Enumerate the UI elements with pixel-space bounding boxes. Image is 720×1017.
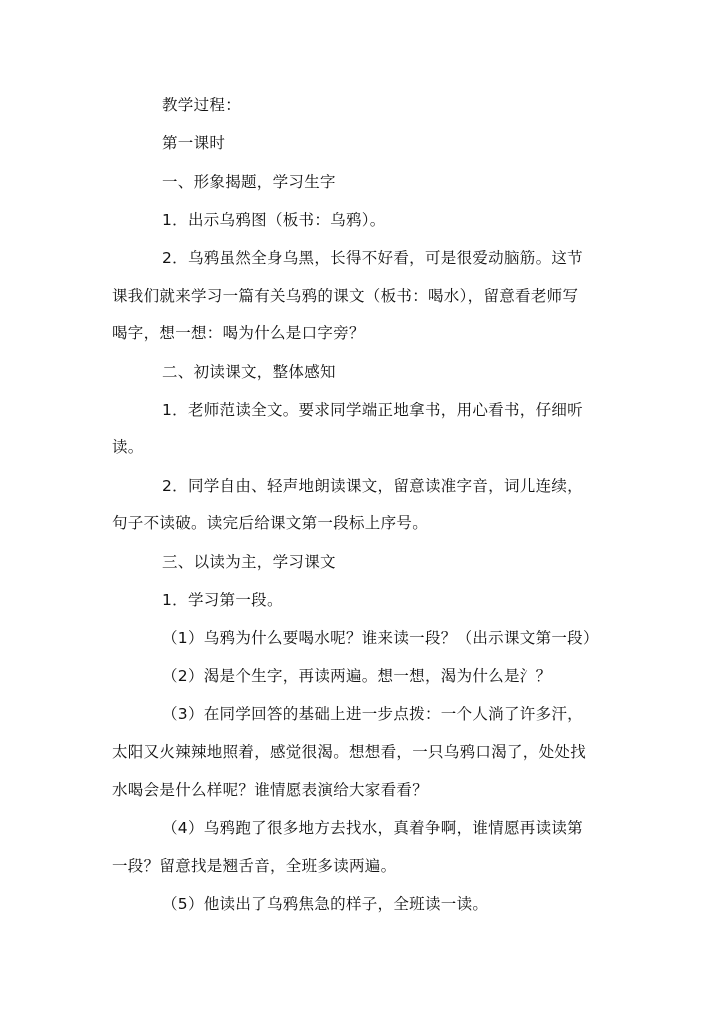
- paragraph-line: 读。: [112, 438, 144, 456]
- section-heading-1: 一、形象揭题，学习生字: [162, 173, 336, 191]
- paragraph-heading-teaching-process: 教学过程：: [162, 96, 242, 114]
- paragraph-line: （4）乌鸦跑了很多地方去找水，真着争啊，谁情愿再读读第: [162, 819, 583, 837]
- paragraph-line: 2．乌鸦虽然全身乌黑，长得不好看，可是很爱动脑筋。这节: [162, 249, 583, 267]
- paragraph-line: 1．学习第一段。: [162, 591, 283, 609]
- paragraph-line: 1．出示乌鸦图（板书：乌鸦）。: [162, 211, 386, 229]
- paragraph-line: 喝字，想一想：喝为什么是口字旁？: [112, 324, 365, 342]
- paragraph-line: 2．同学自由、轻声地朗读课文，留意读准字音，词儿连续，: [162, 477, 583, 495]
- paragraph-first-lesson: 第一课时: [162, 134, 226, 152]
- paragraph-line: 句子不读破。读完后给课文第一段标上序号。: [112, 514, 429, 532]
- paragraph-line: 1．老师范读全文。要求同学端正地拿书，用心看书，仔细听: [162, 401, 583, 419]
- paragraph-line: （5）他读出了乌鸦焦急的样子，全班读一读。: [162, 895, 489, 913]
- paragraph-line: 太阳又火辣辣地照着，感觉很渴。想想看，一只乌鸦口渴了，处处找: [112, 743, 587, 761]
- section-heading-3: 三、以读为主，学习课文: [162, 553, 336, 571]
- paragraph-line: （2）渴是个生字，再读两遍。想一想，渴为什么是氵？: [162, 667, 552, 685]
- paragraph-line: 一段？留意找是翘舌音，全班多读两遍。: [112, 857, 397, 875]
- paragraph-line: （1）乌鸦为什么要喝水呢？谁来读一段？（出示课文第一段）: [162, 629, 599, 647]
- paragraph-line: 课我们就来学习一篇有关乌鸦的课文（板书：喝水），留意看老师写: [112, 287, 579, 305]
- section-heading-2: 二、初读课文，整体感知: [162, 363, 336, 381]
- paragraph-line: （3）在同学回答的基础上进一步点拨：一个人淌了许多汗，: [162, 705, 583, 723]
- paragraph-line: 水喝会是什么样呢？谁情愿表演给大家看看？: [112, 781, 429, 799]
